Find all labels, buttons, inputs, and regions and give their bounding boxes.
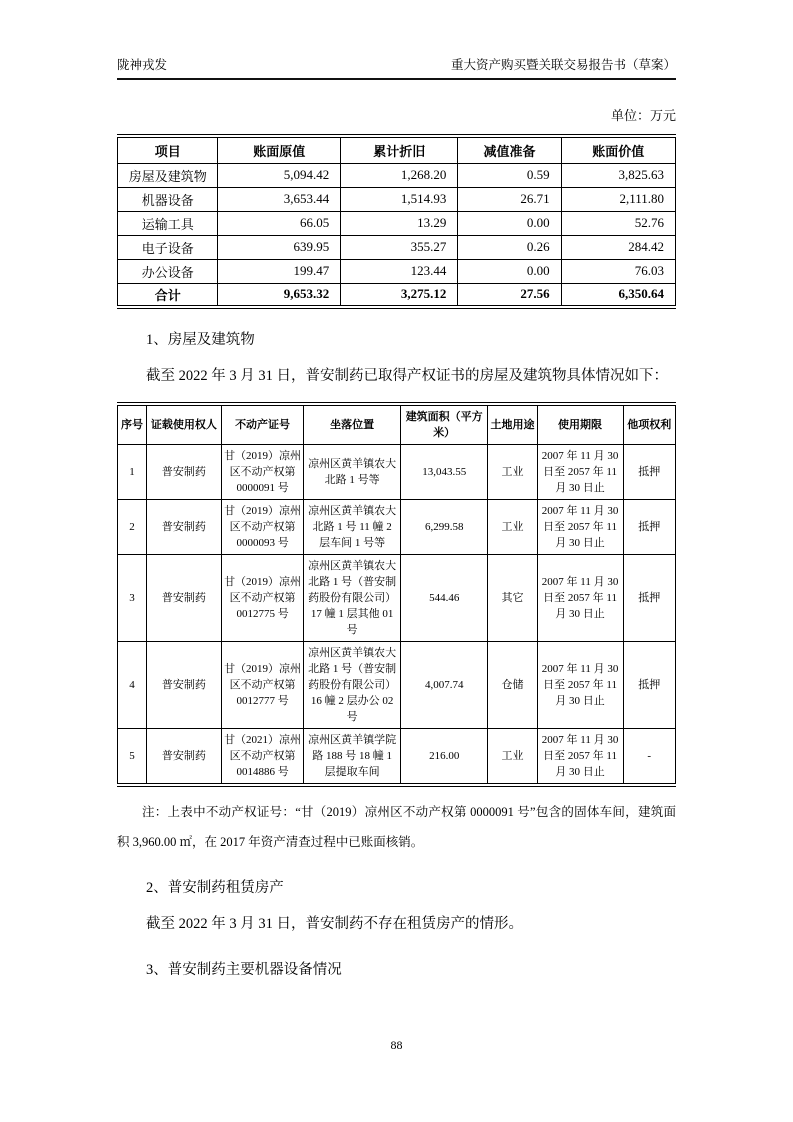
table-cell: 0.00	[458, 211, 561, 235]
table-cell: -	[623, 729, 676, 786]
property-certificates-table	[117, 402, 676, 787]
table-header-row	[118, 136, 676, 163]
table-cell: 2007 年 11 月 30 日至 2057 年 11 月 30 日止	[537, 642, 623, 729]
table-cell: 凉州区黄羊镇农大北路 1 号等	[304, 445, 401, 500]
table-row	[118, 729, 676, 786]
table-cell: 普安制药	[147, 500, 222, 555]
table-cell: 9,653.32	[218, 283, 341, 307]
table-cell: 199.47	[218, 259, 341, 283]
table-cell: 1	[118, 445, 147, 500]
table-cell: 合计	[118, 283, 218, 307]
table-cell: 工业	[488, 500, 537, 555]
table-cell: 76.03	[561, 259, 675, 283]
table-cell: 2007 年 11 月 30 日至 2057 年 11 月 30 日止	[537, 729, 623, 786]
table-note: 注：上表中不动产权证号：“甘（2019）凉州区不动产权第 0000091 号”包含的固体车间，建筑面积 3,960.00 ㎡，在 2017 年资产清查过程中已账面核销。	[117, 805, 676, 849]
table-row	[118, 642, 676, 729]
table-cell: 甘（2021）凉州区不动产权第 0014886 号	[221, 729, 304, 786]
table-cell: 6,299.58	[400, 500, 488, 555]
table-row	[118, 235, 676, 259]
table-header-cell: 不动产证号	[221, 404, 304, 445]
section-heading-machinery: 3、普安制药主要机器设备情况	[146, 962, 342, 978]
table-cell: 普安制药	[147, 729, 222, 786]
table-header-cell: 土地用途	[488, 404, 537, 445]
table-cell: 5	[118, 729, 147, 786]
table-total-row	[118, 283, 676, 307]
asset-summary-table	[117, 134, 676, 309]
table-cell: 2007 年 11 月 30 日至 2057 年 11 月 30 日止	[537, 555, 623, 642]
table-cell: 甘（2019）凉州区不动产权第 0012775 号	[221, 555, 304, 642]
section-heading-houses: 1、房屋及建筑物	[146, 332, 255, 348]
header-company-name: 陇神戎发	[117, 58, 168, 72]
section-heading-leased-property: 2、普安制药租赁房产	[146, 880, 284, 896]
table-header-cell: 减值准备	[458, 136, 561, 163]
table-cell: 284.42	[561, 235, 675, 259]
table-row	[118, 445, 676, 500]
table-header-cell: 坐落位置	[304, 404, 401, 445]
table-cell: 544.46	[400, 555, 488, 642]
table-cell: 普安制药	[147, 445, 222, 500]
table-cell: 27.56	[458, 283, 561, 307]
table-header-cell: 他项权利	[623, 404, 676, 445]
table-cell: 2,111.80	[561, 187, 675, 211]
table-cell: 仓储	[488, 642, 537, 729]
header-document-title: 重大资产购买暨关联交易报告书（草案）	[450, 58, 676, 72]
table-cell: 工业	[488, 445, 537, 500]
page-number: 88	[390, 1038, 403, 1052]
table-cell: 355.27	[341, 235, 458, 259]
table-cell: 0.59	[458, 163, 561, 187]
table-cell: 凉州区黄羊镇学院路 188 号 18 幢 1 层提取车间	[304, 729, 401, 786]
table-cell: 639.95	[218, 235, 341, 259]
table-cell: 4	[118, 642, 147, 729]
table-cell: 5,094.42	[218, 163, 341, 187]
table-cell: 2007 年 11 月 30 日至 2057 年 11 月 30 日止	[537, 445, 623, 500]
table-cell: 办公设备	[118, 259, 218, 283]
table-row	[118, 500, 676, 555]
table-cell: 3,825.63	[561, 163, 675, 187]
table-cell: 其它	[488, 555, 537, 642]
table-cell: 运输工具	[118, 211, 218, 235]
table-cell: 1,268.20	[341, 163, 458, 187]
table-cell: 26.71	[458, 187, 561, 211]
table-header-cell: 账面原值	[218, 136, 341, 163]
table-cell: 抵押	[623, 555, 676, 642]
table-header-cell: 使用期限	[537, 404, 623, 445]
table-cell: 房屋及建筑物	[118, 163, 218, 187]
page-header	[117, 55, 676, 80]
table-row	[118, 259, 676, 283]
table-row	[118, 211, 676, 235]
table-cell: 0.26	[458, 235, 561, 259]
table-cell: 甘（2019）凉州区不动产权第 0000091 号	[221, 445, 304, 500]
table-cell: 普安制药	[147, 642, 222, 729]
paragraph-leased-property: 截至 2022 年 3 月 31 日，普安制药不存在租赁房产的情形。	[146, 916, 523, 932]
table-cell: 52.76	[561, 211, 675, 235]
table-cell: 13.29	[341, 211, 458, 235]
table-cell: 6,350.64	[561, 283, 675, 307]
table-cell: 3	[118, 555, 147, 642]
table-cell: 3,653.44	[218, 187, 341, 211]
paragraph-houses-intro: 截至 2022 年 3 月 31 日，普安制药已取得产权证书的房屋及建筑物具体情况如下：	[146, 368, 668, 384]
table-cell: 凉州区黄羊镇农大北路 1 号（普安制药股份有限公司）17 幢 1 层其他 01 号	[304, 555, 401, 642]
table-cell: 抵押	[623, 642, 676, 729]
table-cell: 工业	[488, 729, 537, 786]
table-header-cell: 序号	[118, 404, 147, 445]
table-cell: 3,275.12	[341, 283, 458, 307]
table-row	[118, 187, 676, 211]
table-cell: 2	[118, 500, 147, 555]
table-header-cell: 项目	[118, 136, 218, 163]
table-cell: 凉州区黄羊镇农大北路 1 号 11 幢 2 层车间 1 号等	[304, 500, 401, 555]
table-header-cell: 累计折旧	[341, 136, 458, 163]
table-header-row	[118, 404, 676, 445]
table-cell: 1,514.93	[341, 187, 458, 211]
table-cell: 2007 年 11 月 30 日至 2057 年 11 月 30 日止	[537, 500, 623, 555]
table-cell: 123.44	[341, 259, 458, 283]
table-row	[118, 555, 676, 642]
table-header-cell: 证载使用权人	[147, 404, 222, 445]
table-row	[118, 163, 676, 187]
table-cell: 66.05	[218, 211, 341, 235]
table-cell: 甘（2019）凉州区不动产权第 0000093 号	[221, 500, 304, 555]
table-cell: 凉州区黄羊镇农大北路 1 号（普安制药股份有限公司）16 幢 2 层办公 02 号	[304, 642, 401, 729]
table-header-cell: 账面价值	[561, 136, 675, 163]
table-cell: 4,007.74	[400, 642, 488, 729]
table-cell: 普安制药	[147, 555, 222, 642]
table-cell: 机器设备	[118, 187, 218, 211]
table-cell: 电子设备	[118, 235, 218, 259]
table-cell: 甘（2019）凉州区不动产权第 0012777 号	[221, 642, 304, 729]
table-cell: 0.00	[458, 259, 561, 283]
table-cell: 抵押	[623, 500, 676, 555]
table-header-cell: 建筑面积（平方米）	[400, 404, 488, 445]
table-cell: 216.00	[400, 729, 488, 786]
table-cell: 13,043.55	[400, 445, 488, 500]
table-cell: 抵押	[623, 445, 676, 500]
unit-label: 单位：万元	[610, 108, 676, 123]
